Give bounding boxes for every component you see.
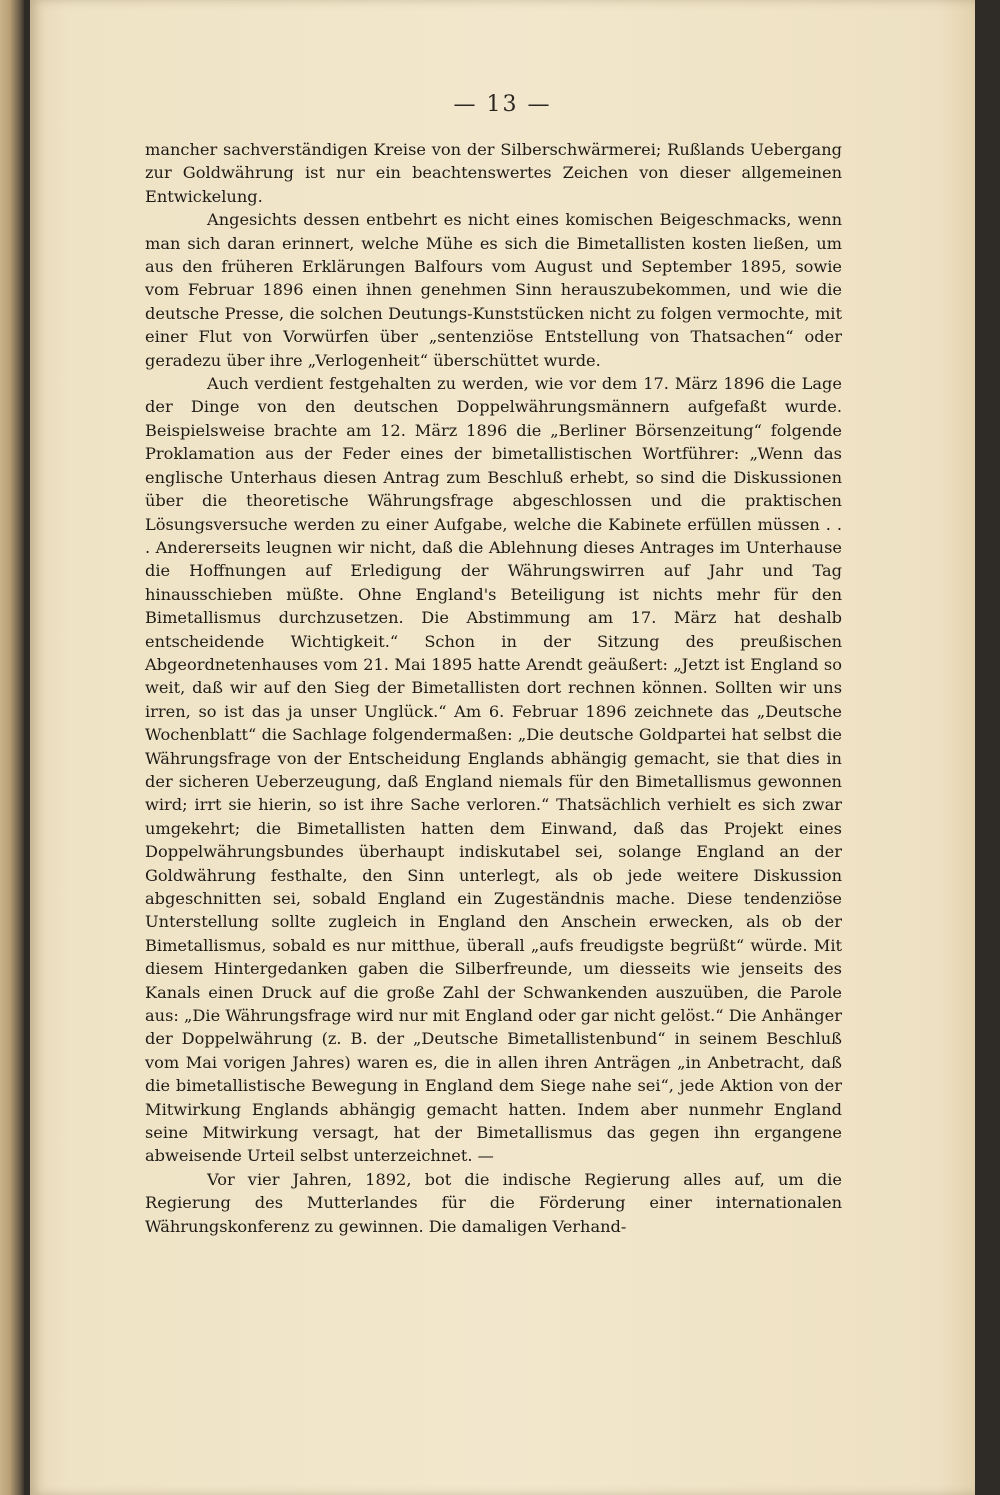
- page-number: — 13 —: [453, 92, 552, 117]
- body-text: [145, 138, 842, 1238]
- paragraph-2: Angesichts dessen entbehrt es nicht eines komischen Beigeschmacks, wenn man sich daran erinnert, welche Mühe es sich die Bimetallisten kosten ließen, um aus den früheren Erklärungen Balfours vom August und September 1895, sowie vom Februar 1896 einen ihnen genehmen Sinn herauszubekommen, und wie die deutsche Presse, die solchen Deutungs-Kunststücken nicht zu folgen vermochte, mit einer Flut von Vorwürfen über „sentenziöse Entstellung von Thatsachen“ oder geradezu über ihre „Verlogenheit“ überschüttet wurde.: [145, 210, 842, 370]
- paragraph-3: Auch verdient festgehalten zu werden, wie vor dem 17. März 1896 die Lage der Dinge von den deutschen Doppelwährungsmännern aufgefaßt wurde. Beispielsweise brachte am 12. März 1896 die „Berliner Börsenzeitung“ folgende Proklamation aus der Feder eines der bimetallistischen Wortführer: „Wenn das englische Unterhaus diesen Antrag zum Beschluß erhebt, so sind die Diskussionen über die theoretische Währungsfrage abgeschlossen und die praktischen Lösungsversuche werden zu einer Aufgabe, welche die Kabinete erfüllen müssen . . . Andererseits leugnen wir nicht, daß die Ablehnung dieses Antrages im Unterhause die Hoffnungen auf Erledigung der Währungswirren auf Jahr und Tag hinausschieben müßte. Ohne England's Beteiligung ist nichts mehr für den Bimetallismus durchzusetzen. Die Abstimmung am 17. März hat deshalb entscheidende Wichtigkeit.“ Schon in der Sitzung des preußischen Abgeordnetenhauses vom 21. Mai 1895 hatte Arendt geäußert: „Jetzt ist England so weit, daß wir auf den Sieg der Bimetallisten dort rechnen können. Sollten wir uns irren, so ist das ja unser Unglück.“ Am 6. Februar 1896 zeichnete das „Deutsche Wochenblatt“ die Sachlage folgendermaßen: „Die deutsche Goldpartei hat selbst die Währungsfrage von der Entscheidung Englands abhängig gemacht, sie that dies in der sicheren Ueberzeugung, daß England niemals für den Bimetallismus gewonnen wird; irrt sie hierin, so ist ihre Sache verloren.“ Thatsächlich verhielt es sich zwar umgekehrt; die Bimetallisten hatten dem Einwand, daß das Projekt eines Doppelwährungsbundes überhaupt indiskutabel sei, solange England an der Goldwährung festhalte, den Sinn unterlegt, als ob jede weitere Diskussion abgeschnitten sei, sobald England ein Zugeständnis mache. Diese tendenziöse Unterstellung sollte zugleich in England den Anschein erwecken, als ob der Bimetallismus, sobald es nur mitthue, überall „aufs freudigste begrüßt“ würde. Mit diesem Hintergedanken gaben die Silberfreunde, um diesseits wie jenseits des Kanals einen Druck auf die große Zahl der Schwankenden auszuüben, die Parole aus: „Die Währungsfrage wird nur mit England oder gar nicht gelöst.“ Die Anhänger der Doppelwährung (z. B. der „Deutsche Bimetallistenbund“ in seinem Beschluß vom Mai vorigen Jahres) waren es, die in allen ihren Anträgen „in Anbetracht, daß die bimetallistische Bewegung in England dem Siege nahe sei“, jede Aktion von der Mitwirkung Englands abhängig gemacht hatten. Indem aber nunmehr England seine Mitwirkung versagt, hat der Bimetallismus das gegen ihn ergangene abweisende Urteil selbst unterzeichnet. —: [145, 374, 842, 1166]
- book-gutter: [0, 0, 24, 1495]
- paragraph-4: Vor vier Jahren, 1892, bot die indische Regierung alles auf, um die Regierung des Mutterlandes für die Förderung einer internationalen Währungskonferenz zu gewinnen. Die damaligen Verhand-: [145, 1169, 842, 1236]
- paragraph-1: mancher sachverständigen Kreise von der Silberschwärmerei; Rußlands Uebergang zur Goldwährung ist nur ein beachtenswertes Zeichen von dieser allgemeinen Entwickelung.: [145, 140, 842, 206]
- scan-background-edge: [975, 0, 1000, 1495]
- page-sheet: [30, 0, 975, 1495]
